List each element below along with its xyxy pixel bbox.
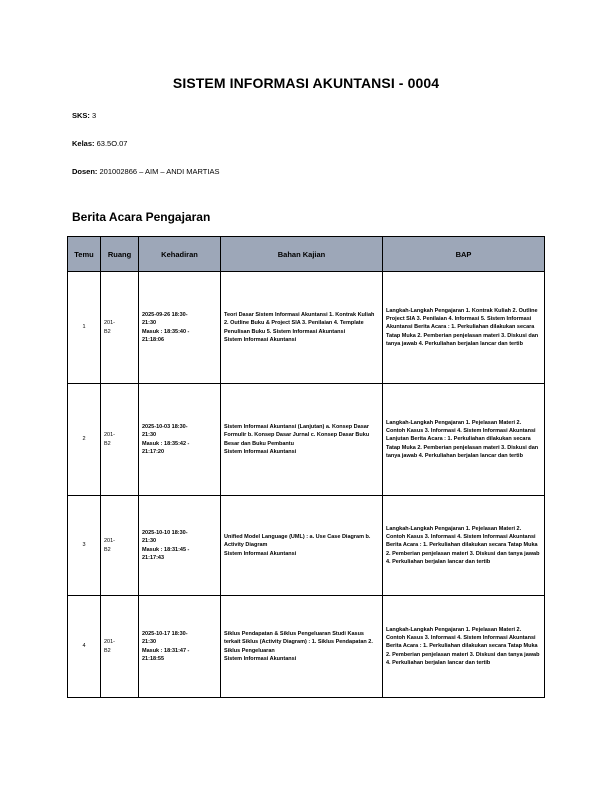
header-bahan-kajian: Bahan Kajian bbox=[221, 237, 383, 272]
cell-bahan-kajian: Unified Model Language (UML) : a. Use Case Diagram b. Activity Diagram Sistem Informasi Akuntansi bbox=[221, 496, 383, 596]
cell-bap: Langkah-Langkah Pengajaran 1. Pejelasan Materi 2. Contoh Kasus 3. Informasi 4. Sistem Informasi Akuntansi Berita Acara : 1. Perkuliahan dilakukan secara Tatap Muka 2. Pemberian penjelasan materi 3. Diskusi dan tanya jawab 4. Perkuliahan berjalan lancar dan tertib bbox=[383, 496, 545, 596]
cell-kehadiran: 2025-10-10 18:30- 21:30 Masuk : 18:31:45 - 21:17:43 bbox=[139, 496, 221, 596]
cell-ruang: 201- B2 bbox=[101, 384, 139, 496]
table-header-row bbox=[68, 237, 545, 272]
cell-bahan-kajian: Sistem Informasi Akuntansi (Lanjutan) a. Konsep Dasar Formulir b. Konsep Dasar Jurnal c. Konsep Dasar Buku Besar dan Buku Pembantu Sistem Informasi Akuntansi bbox=[221, 384, 383, 496]
cell-bap: Langkah-Langkah Pengajaran 1. Kontrak Kuliah 2. Outline Project SIA 3. Penilaian 4. Informasi 5. Sistem Informasi Akuntansi Berita Acara : 1. Perkuliahan dilakukan secara Tatap Muka 2. Pemberian penjelasan materi 3. Diskusi dan tanya jawab 4. Perkuliahan berjalan lancar dan tertib bbox=[383, 272, 545, 384]
cell-kehadiran: 2025-09-26 18:30- 21:30 Masuk : 18:35:40 - 21:18:06 bbox=[139, 272, 221, 384]
sks-label: SKS: bbox=[72, 111, 90, 120]
table-row bbox=[68, 384, 545, 496]
dosen-label: Dosen: bbox=[72, 167, 98, 176]
sks-value: 3 bbox=[92, 111, 97, 120]
cell-kehadiran: 2025-10-03 18:30- 21:30 Masuk : 18:35:42 - 21:17:20 bbox=[139, 384, 221, 496]
cell-bap: Langkah-Langkah Pengajaran 1. Pejelasan Materi 2. Contoh Kasus 3. Informasi 4. Sistem Informasi Akuntansi Berita Acara : 1. Perkuliahan dilakukan secara Tatap Muka 2. Pemberian penjelasan materi 3. Diskusi dan tanya jawab 4. Perkuliahan berjalan lancar dan tertib bbox=[383, 596, 545, 698]
cell-temu: 2 bbox=[68, 384, 101, 496]
cell-bahan-kajian: Teori Dasar Sistem Informasi Akuntansi 1. Kontrak Kuliah 2. Outline Buku & Project SIA 3. Penilaian 4. Template Penulisan Buku 5. Sistem Informasi Akuntansi Sistem Informasi Akuntansi bbox=[221, 272, 383, 384]
header-temu: Temu bbox=[68, 237, 101, 272]
table-row bbox=[68, 496, 545, 596]
table-row bbox=[68, 272, 545, 384]
cell-ruang: 201- B2 bbox=[101, 272, 139, 384]
table-row bbox=[68, 596, 545, 698]
dosen-line bbox=[72, 167, 219, 176]
page-title: SISTEM INFORMASI AKUNTANSI - 0004 bbox=[172, 75, 440, 91]
cell-kehadiran: 2025-10-17 18:30- 21:30 Masuk : 18:31:47 - 21:18:55 bbox=[139, 596, 221, 698]
bap-table bbox=[67, 236, 545, 698]
header-kehadiran: Kehadiran bbox=[139, 237, 221, 272]
cell-temu: 3 bbox=[68, 496, 101, 596]
sks-line bbox=[72, 111, 96, 120]
cell-bap: Langkah-Langkah Pengajaran 1. Pejelasan Materi 2. Contoh Kasus 3. Informasi 4. Sistem Informasi Akuntansi Lanjutan Berita Acara : 1. Perkuliahan dilakukan secara Tatap Muka 2. Pemberian penjelasan materi 3. Diskusi dan tanya jawab 4. Perkuliahan berjalan lancar dan tertib bbox=[383, 384, 545, 496]
section-title: Berita Acara Pengajaran bbox=[72, 210, 211, 224]
header-ruang: Ruang bbox=[101, 237, 139, 272]
kelas-label: Kelas: bbox=[72, 139, 95, 148]
cell-temu: 1 bbox=[68, 272, 101, 384]
dosen-value: 201002866 – AIM – ANDI MARTIAS bbox=[99, 167, 220, 176]
cell-ruang: 201- B2 bbox=[101, 596, 139, 698]
kelas-value: 63.5O.07 bbox=[96, 139, 128, 148]
cell-temu: 4 bbox=[68, 596, 101, 698]
header-bap: BAP bbox=[383, 237, 545, 272]
kelas-line bbox=[72, 139, 127, 148]
cell-ruang: 201- B2 bbox=[101, 496, 139, 596]
cell-bahan-kajian: Siklus Pendapatan & Siklus Pengeluaran Studi Kasus terkait Siklus (Activity Diagram) : 1. Siklus Pendapatan 2. Siklus Pengeluaran Sistem Informasi Akuntansi bbox=[221, 596, 383, 698]
